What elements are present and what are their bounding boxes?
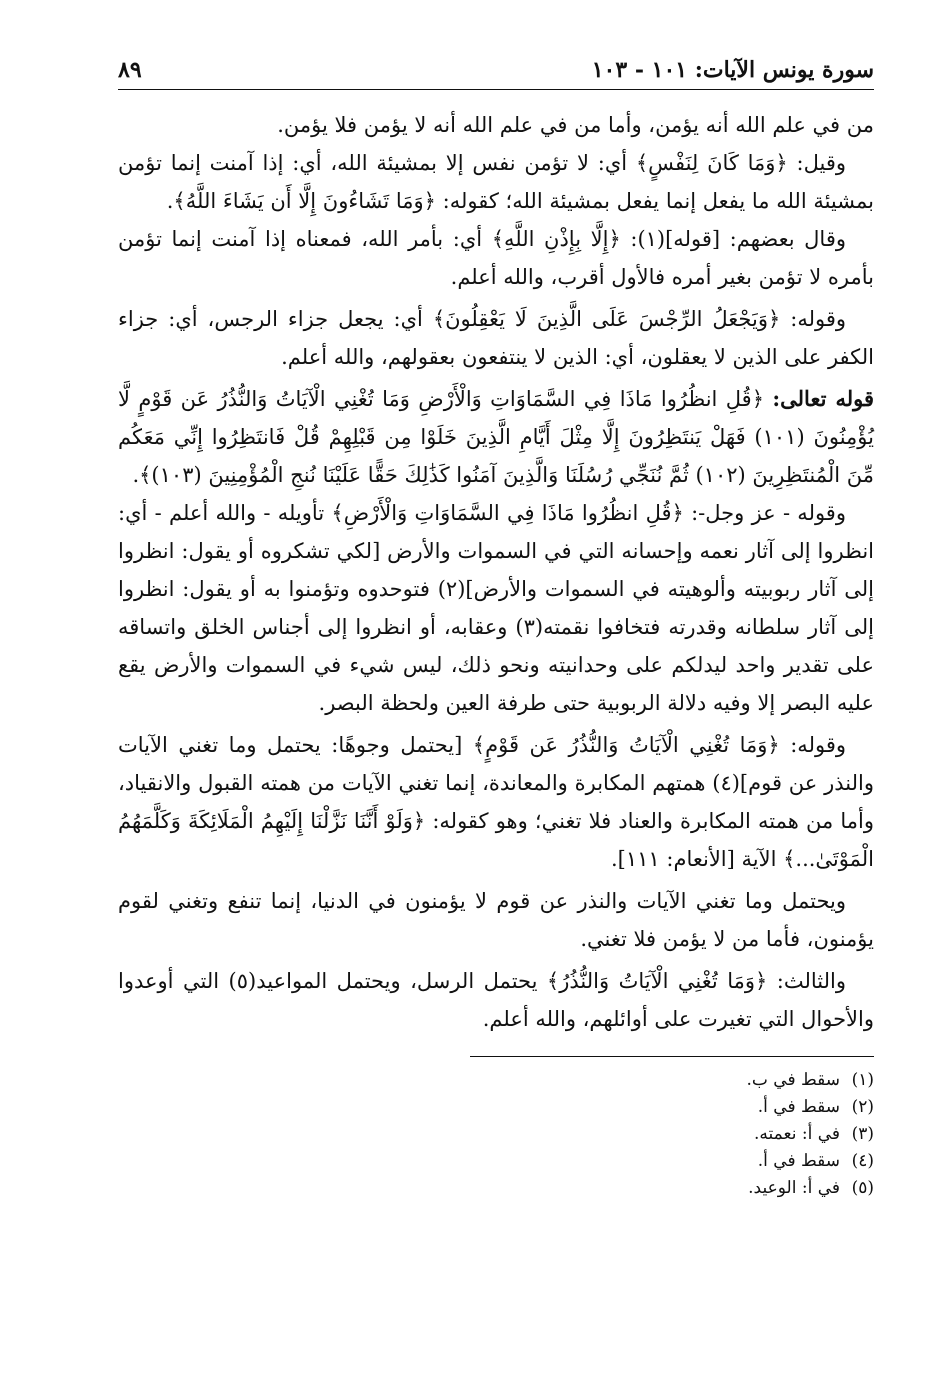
footnote [118, 1094, 874, 1121]
footnote-number: (٤) [851, 1151, 874, 1171]
footnote-text: سقط في ب. [746, 1070, 840, 1090]
page-number: ٨٩ [118, 57, 142, 83]
paragraph: وقيل: ﴿وَمَا كَانَ لِنَفْسٍ﴾ أي: لا تؤمن نفس إلا بمشيئة الله، أي: إذا آمنت إنما تؤمن بمشيئة الله ما يفعل إنما يفعل بمشيئة الله؛ كقوله: ﴿وَمَا تَشَاءُونَ إِلَّا أَن يَشَاءَ اللَّهُ﴾. [118, 151, 874, 213]
footnotes [118, 1067, 874, 1202]
footnote-text: سقط في أ. [757, 1097, 840, 1117]
footnote-number: (٣) [851, 1124, 874, 1144]
paragraph: وقوله: ﴿وَيَجْعَلُ الرِّجْسَ عَلَى الَّذِينَ لَا يَعْقِلُونَ﴾ أي: يجعل جزاء الرجس، أي: جزاء الكفر على الذين لا يعقلون، أي: الذين لا ينتفعون بعقولهم، والله أعلم. [118, 307, 874, 369]
running-header [118, 55, 874, 90]
paragraph: من في علم الله أنه يؤمن، وأما من في علم الله أنه لا يؤمن فلا يؤمن. [277, 113, 874, 137]
footnote-text: سقط في أ. [757, 1151, 840, 1171]
paragraph: والثالث: ﴿وَمَا تُغْنِي الْآيَاتُ وَالنُّذُرُ﴾ يحتمل الرسل، ويحتمل المواعيد(٥) التي أوعدوا والأحوال التي تغيرت على أوائلهم، والله أعلم. [118, 969, 874, 1031]
paragraph: ويحتمل وما تغني الآيات والنذر عن قوم لا يؤمنون في الدنيا، إنما تنفع وتغني لقوم يؤمنون، فأما من لا يؤمن فلا تغني. [118, 889, 874, 951]
paragraph: وقوله - عز وجل-: ﴿قُلِ انظُرُوا مَاذَا فِي السَّمَاوَاتِ وَالْأَرْضِ﴾ تأويله - والله أعلم - أي: انظروا إلى آثار نعمه وإحسانه التي في السموات والأرض [لكي تشكروه أو يقول: انظروا إلى آثار ربوبيته وألوهيته في السموات والأرض](٢) فتوحدوه وتؤمنوا به أو يقول: انظروا إلى آثار سلطانه وقدرته فتخافوا نقمته(٣) وعقابه، أو انظروا إلى أجناس الخلق واتساقه على تقدير واحد ليدلكم على وحدانيته ونحو ذلك، ليس شيء في السموات والأرض يقع عليه البصر إلا وفيه دلالة الربوبية حتى طرفة العين ولحظة البصر. [118, 501, 874, 715]
footnote-number: (٥) [851, 1178, 874, 1198]
footnote-number: (٢) [851, 1097, 874, 1117]
book-page [118, 55, 874, 1219]
footnote [118, 1067, 874, 1094]
footnote-number: (١) [851, 1070, 874, 1090]
footnote [118, 1175, 874, 1202]
main-text [118, 106, 874, 1038]
running-title: سورة يونس الآيات: ١٠١ - ١٠٣ [591, 57, 874, 83]
verse-label: قوله تعالى: [772, 386, 874, 411]
footnote-divider [470, 1056, 874, 1057]
footnote [118, 1121, 874, 1148]
paragraph: وقوله: ﴿وَمَا تُغْنِي الْآيَاتُ وَالنُّذُرُ عَن قَوْمٍ﴾ [يحتمل وجوهًا: يحتمل وما تغني الآيات والنذر عن قوم](٤) همتهم المكابرة والمعاندة، إنما تغني الآيات من همته القبول والانقياد، وأما من همته المكابرة والعناد فلا تغني؛ وهو كقوله: ﴿وَلَوْ أَنَّنَا نَزَّلْنَا إِلَيْهِمُ الْمَلَائِكَةَ وَكَلَّمَهُمُ الْمَوْتَىٰ...﴾ الآية [الأنعام: ١١١]. [118, 733, 874, 871]
footnote-text: في أ: نعمته. [754, 1124, 840, 1144]
footnote-text: في أ: الوعيد. [748, 1178, 840, 1198]
verse-text: ﴿قُلِ انظُرُوا مَاذَا فِي السَّمَاوَاتِ وَالْأَرْضِ وَمَا تُغْنِي الْآيَاتُ وَالنُّذُرُ عَن قَوْمٍ لَّا يُؤْمِنُونَ (١٠١) فَهَلْ يَنتَظِرُونَ إِلَّا مِثْلَ أَيَّامِ الَّذِينَ خَلَوْا مِن قَبْلِهِمْ قُلْ فَانتَظِرُوا إِنِّي مَعَكُم مِّنَ الْمُنتَظِرِينَ (١٠٢) ثُمَّ نُنَجِّي رُسُلَنَا وَالَّذِينَ آمَنُوا كَذَٰلِكَ حَقًّا عَلَيْنَا نُنجِ الْمُؤْمِنِينَ (١٠٣)﴾. [118, 387, 874, 487]
paragraph: وقال بعضهم: [قوله](١): ﴿إِلَّا بِإِذْنِ اللَّهِ﴾ أي: بأمر الله، فمعناه إذا آمنت إنما تؤمن بأمره لا تؤمن بغير أمره فالأول أقرب، والله أعلم. [118, 227, 874, 289]
verse-block [118, 380, 874, 494]
footnote [118, 1148, 874, 1175]
